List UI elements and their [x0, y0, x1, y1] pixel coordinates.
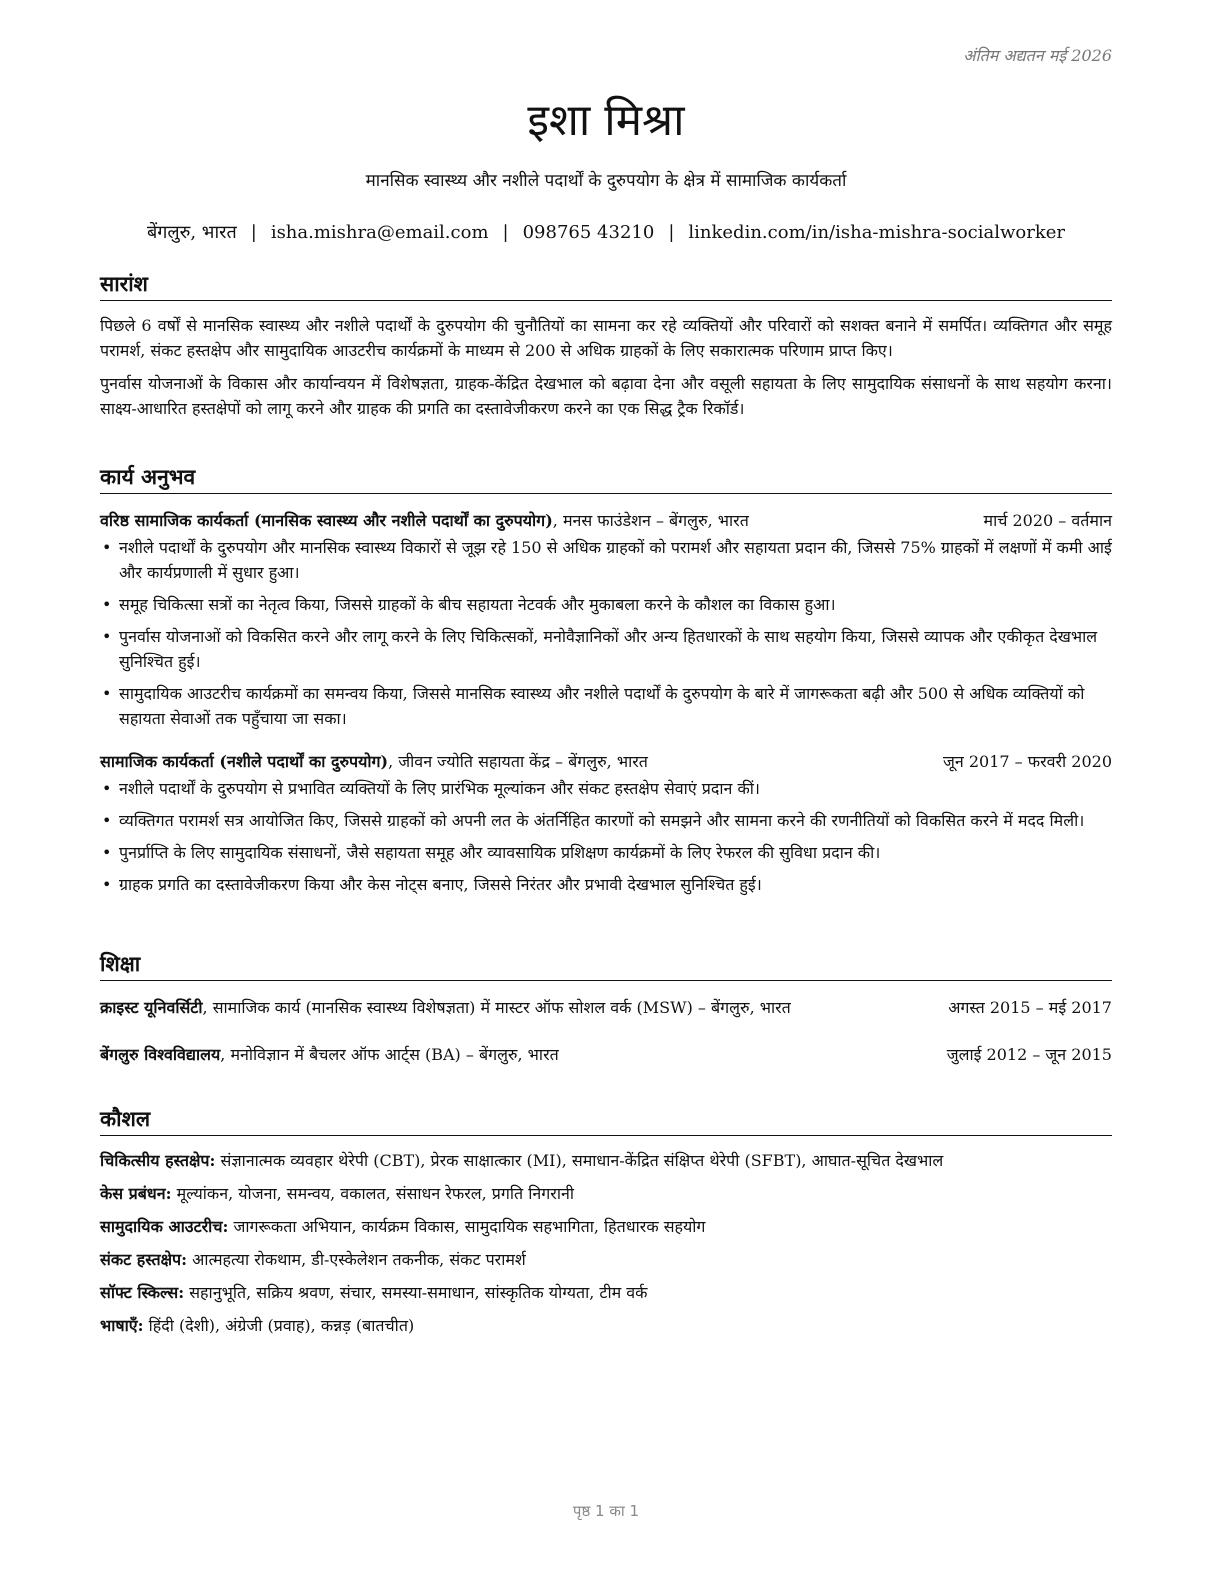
- skill-row: [100, 1280, 1112, 1305]
- bullet-icon: •: [102, 627, 112, 646]
- contact-separator: |: [250, 222, 257, 243]
- summary-section: [100, 270, 1112, 421]
- skills-heading: कौशल: [100, 1105, 1112, 1136]
- skill-label: सामुदायिक आउटरीच:: [100, 1217, 229, 1236]
- list-item: • नशीले पदार्थों के दुरुपयोग और मानसिक स्वास्थ्य विकारों से जूझ रहे 150 से अधिक ग्राहकों को परामर्श और सहायता प्रदान की, जिससे 75% ग्राहकों में लक्षणों में कमी आई और कार्यप्रणाली में सुधार हुआ।: [100, 535, 1112, 585]
- job-dates: मार्च 2020 – वर्तमान: [983, 511, 1112, 530]
- skill-row: [100, 1181, 1112, 1206]
- bullet-icon: •: [102, 843, 112, 862]
- skill-label: सॉफ्ट स्किल्स:: [100, 1283, 185, 1302]
- job-header: [100, 749, 1112, 774]
- job-organization: , मनस फाउंडेशन – बेंगलुरु, भारत: [552, 511, 749, 530]
- job-organization: , जीवन ज्योति सहायता केंद्र – बेंगलुरु, भारत: [388, 752, 648, 771]
- education-dates: अगस्त 2015 – मई 2017: [948, 998, 1112, 1017]
- bullet-icon: •: [102, 875, 112, 894]
- list-item: • सामुदायिक आउटरीच कार्यक्रमों का समन्वय किया, जिससे मानसिक स्वास्थ्य और नशीले पदार्थों के दुरुपयोग के बारे में जागरूकता बढ़ी और 500 से अधिक व्यक्तियों को सहायता सेवाओं तक पहुँचाया जा सका।: [100, 681, 1112, 731]
- education-dates: जुलाई 2012 – जून 2015: [946, 1045, 1112, 1064]
- skills-section: [100, 1105, 1112, 1338]
- list-item: • ग्राहक प्रगति का दस्तावेजीकरण किया और केस नोट्स बनाए, जिससे निरंतर और प्रभावी देखभाल सुनिश्चित हुई।: [100, 872, 1112, 897]
- education-section: [100, 950, 1112, 1067]
- skill-label: केस प्रबंधन:: [100, 1184, 172, 1203]
- skill-row: [100, 1247, 1112, 1272]
- contact-separator: |: [502, 222, 509, 243]
- last-updated: अंतिम अद्यतन मई 2026: [963, 46, 1112, 65]
- contact-separator: |: [668, 222, 675, 243]
- experience-section: [100, 463, 1112, 904]
- summary-heading: सारांश: [100, 270, 1112, 301]
- school-name: बेंगलुरु विश्वविद्यालय: [100, 1045, 221, 1064]
- job-bullets: [100, 776, 1112, 897]
- skill-row: [100, 1148, 1112, 1173]
- bullet-icon: •: [102, 811, 112, 830]
- list-item: • समूह चिकित्सा सत्रों का नेतृत्व किया, जिससे ग्राहकों के बीच सहायता नेटवर्क और मुकाबला करने के कौशल का विकास हुआ।: [100, 592, 1112, 617]
- skill-label: भाषाएँ:: [100, 1316, 144, 1335]
- candidate-name: इशा मिश्रा: [527, 95, 685, 146]
- list-item: • पुनर्प्राप्ति के लिए सामुदायिक संसाधनों, जैसे सहायता समूह और व्यावसायिक प्रशिक्षण कार्यक्रमों के लिए रेफरल की सुविधा प्रदान की।: [100, 840, 1112, 865]
- bullet-icon: •: [102, 595, 112, 614]
- education-item: [100, 995, 1112, 1020]
- candidate-subtitle: मानसिक स्वास्थ्य और नशीले पदार्थों के दुरुपयोग के क्षेत्र में सामाजिक कार्यकर्ता: [365, 171, 847, 191]
- skill-label: संकट हस्तक्षेप:: [100, 1250, 188, 1269]
- contact-email[interactable]: isha.mishra@email.com: [270, 222, 489, 243]
- skill-row: [100, 1313, 1112, 1338]
- list-item: • पुनर्वास योजनाओं को विकसित करने और लागू करने के लिए चिकित्सकों, मनोवैज्ञानिकों और अन्य हितधारकों के साथ सहयोग किया, जिससे व्यापक और एकीकृत देखभाल सुनिश्चित हुई।: [100, 624, 1112, 674]
- contact-linkedin[interactable]: linkedin.com/in/isha-mishra-socialworker: [688, 222, 1066, 243]
- education-heading: शिक्षा: [100, 950, 1112, 981]
- skill-value: आत्महत्या रोकथाम, डी-एस्केलेशन तकनीक, संकट परामर्श: [187, 1250, 526, 1269]
- degree-detail: , मनोविज्ञान में बैचलर ऑफ आर्ट्स (BA) – बेंगलुरु, भारत: [220, 1045, 559, 1064]
- skill-value: मूल्यांकन, योजना, समन्वय, वकालत, संसाधन रेफरल, प्रगति निगरानी: [171, 1184, 574, 1203]
- job-dates: जून 2017 – फरवरी 2020: [943, 752, 1112, 771]
- summary-paragraph: पुनर्वास योजनाओं के विकास और कार्यान्वयन में विशेषज्ञता, ग्राहक-केंद्रित देखभाल को बढ़ावा देना और वसूली सहायता के लिए सामुदायिक संसाधनों के साथ सहयोग करना। साक्ष्य-आधारित हस्तक्षेपों को लागू करने और ग्राहक की प्रगति का दस्तावेजीकरण करने का एक सिद्ध ट्रैक रिकॉर्ड।: [100, 374, 1112, 418]
- skill-value: जागरूकता अभियान, कार्यक्रम विकास, सामुदायिक सहभागिता, हितधारक सहयोग: [228, 1217, 706, 1236]
- bullet-icon: •: [102, 779, 112, 798]
- resume-page: [100, 0, 1112, 1584]
- job-bullets: [100, 535, 1112, 731]
- contact-line: [100, 220, 1112, 244]
- degree-detail: , सामाजिक कार्य (मानसिक स्वास्थ्य विशेषज्ञता) में मास्टर ऑफ सोशल वर्क (MSW) – बेंगलुरु, भारत: [202, 998, 791, 1017]
- skill-value: सहानुभूति, सक्रिय श्रवण, संचार, समस्या-समाधान, सांस्कृतिक योग्यता, टीम वर्क: [184, 1283, 648, 1302]
- job-title: वरिष्ठ सामाजिक कार्यकर्ता (मानसिक स्वास्थ्य और नशीले पदार्थों का दुरुपयोग): [100, 511, 553, 530]
- school-name: क्राइस्ट यूनिवर्सिटी: [100, 998, 203, 1017]
- list-item: • व्यक्तिगत परामर्श सत्र आयोजित किए, जिससे ग्राहकों को अपनी लत के अंतर्निहित कारणों को समझने और सामना करने की रणनीतियों को विकसित करने में मदद मिली।: [100, 808, 1112, 833]
- summary-paragraph: पिछले 6 वर्षों से मानसिक स्वास्थ्य और नशीले पदार्थों के दुरुपयोग की चुनौतियों का सामना कर रहे व्यक्तियों और परिवारों को सशक्त बनाने में समर्पित। व्यक्तिगत और समूह परामर्श, संकट हस्तक्षेप और सामुदायिक आउटरीच कार्यक्रमों के माध्यम से 200 से अधिक ग्राहकों के लिए सकारात्मक परिणाम प्राप्त किए।: [100, 316, 1112, 360]
- education-item: [100, 1042, 1112, 1067]
- contact-location: बेंगलुरु, भारत: [146, 222, 237, 243]
- job-title: सामाजिक कार्यकर्ता (नशीले पदार्थों का दुरुपयोग): [100, 752, 389, 771]
- skill-value: हिंदी (देशी), अंग्रेजी (प्रवाह), कन्नड़ (बातचीत): [143, 1316, 415, 1335]
- skill-label: चिकित्सीय हस्तक्षेप:: [100, 1151, 216, 1170]
- job-header: [100, 508, 1112, 533]
- contact-phone[interactable]: 098765 43210: [522, 222, 655, 243]
- page-number: पृष्ठ 1 का 1: [572, 1502, 640, 1520]
- skill-value: संज्ञानात्मक व्यवहार थेरेपी (CBT), प्रेरक साक्षात्कार (MI), समाधान-केंद्रित संक्षिप्त थेरेपी (SFBT), आघात-सूचित देखभाल: [215, 1151, 944, 1170]
- bullet-icon: •: [102, 684, 112, 703]
- skill-row: [100, 1214, 1112, 1239]
- experience-heading: कार्य अनुभव: [100, 463, 1112, 494]
- bullet-icon: •: [102, 538, 112, 557]
- list-item: • नशीले पदार्थों के दुरुपयोग से प्रभावित व्यक्तियों के लिए प्रारंभिक मूल्यांकन और संकट हस्तक्षेप सेवाएं प्रदान कीं।: [100, 776, 1112, 801]
